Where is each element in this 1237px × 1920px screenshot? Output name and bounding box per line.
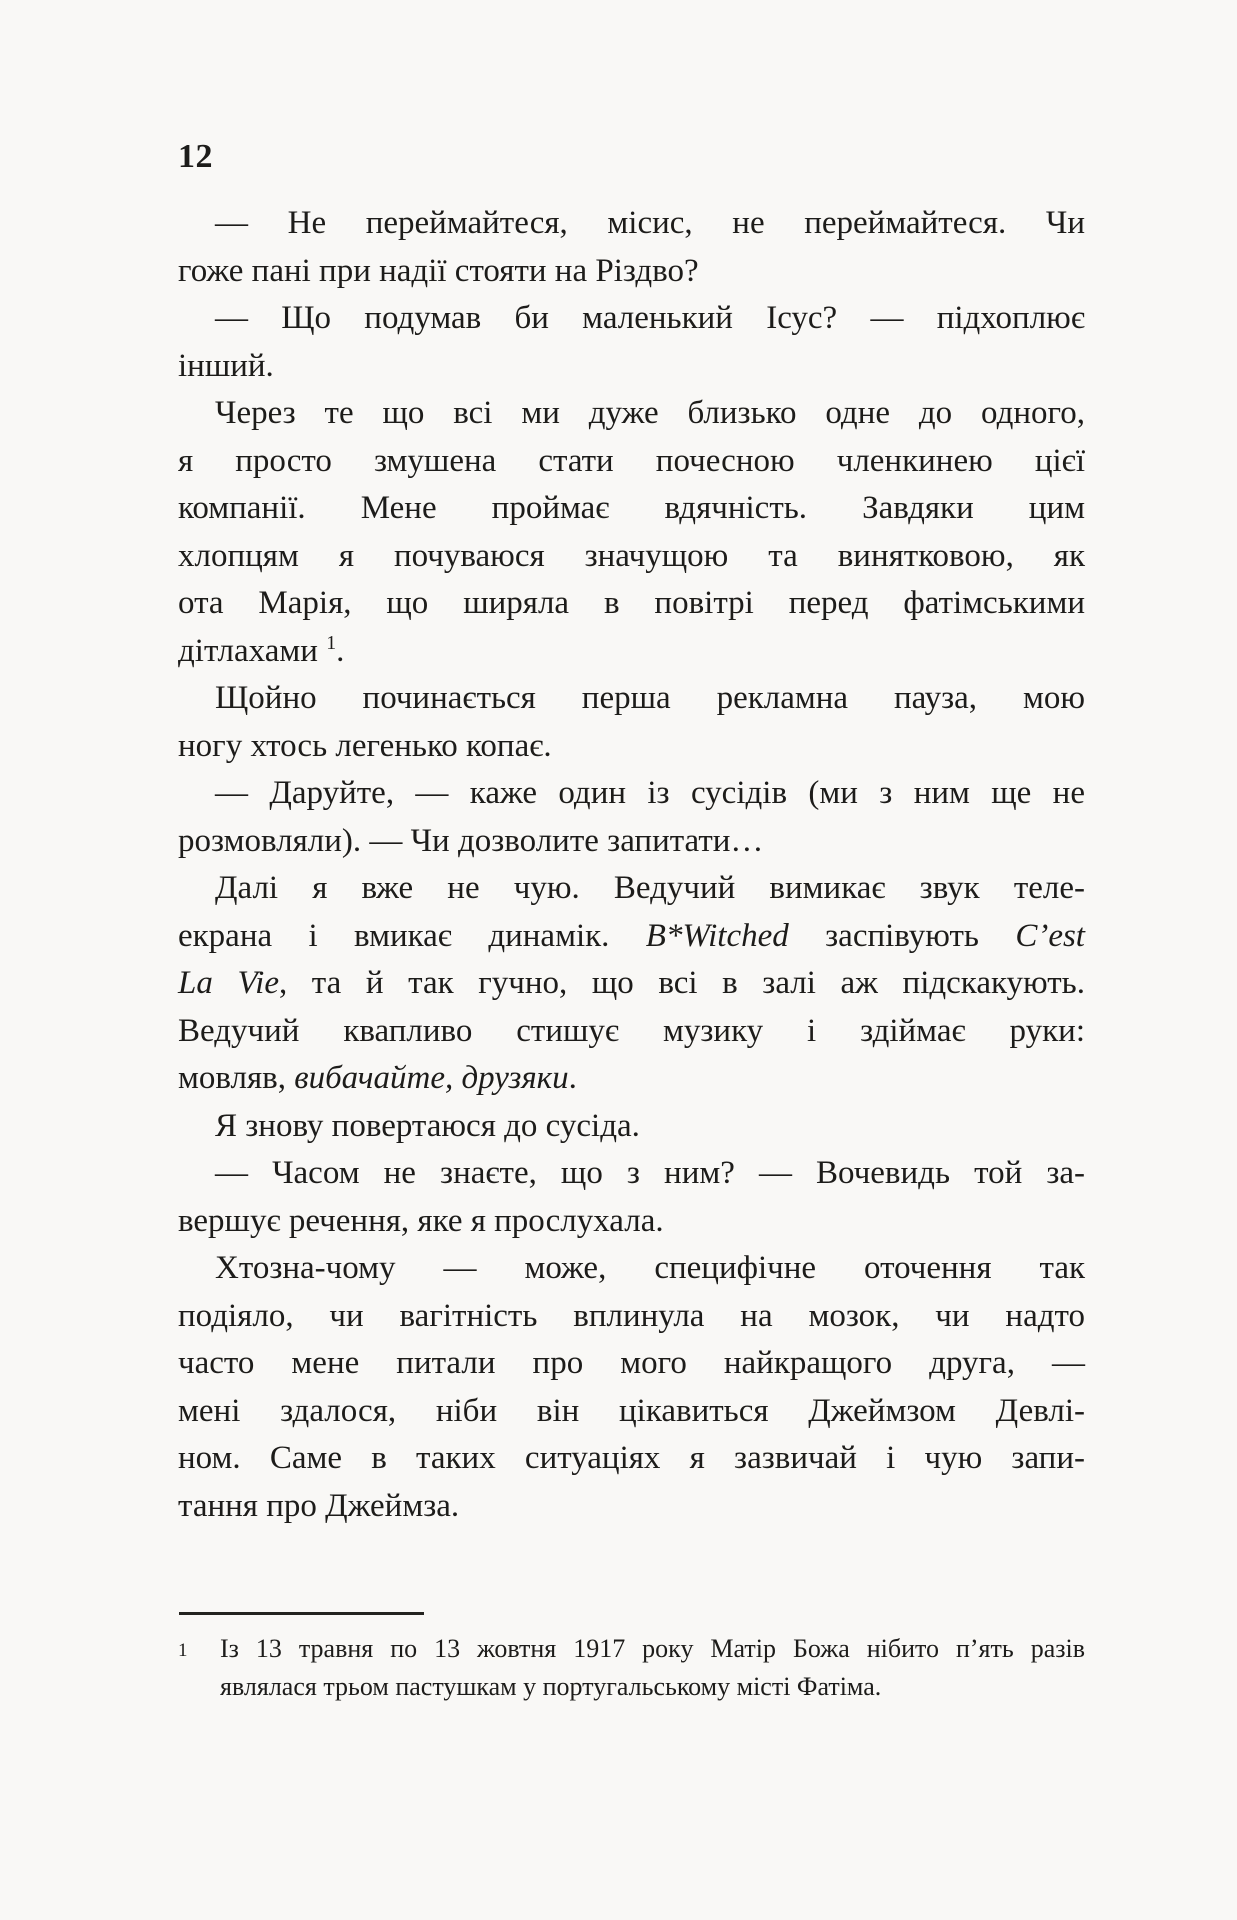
paragraph (178, 770, 1085, 865)
text-line: ногу хтось легенько копає. (178, 727, 552, 764)
paragraph (178, 675, 1085, 770)
text-line: компанії. Мене проймає вдячність. Завдяки цим (178, 490, 1085, 526)
text-line: являлася трьом пастушкам у португальському місті Фатіма. (220, 1671, 882, 1701)
text-line: гоже пані при надії стояти на Різдво? (178, 252, 699, 289)
text-line: Хтозна-чому — може, специфічне оточення так (215, 1250, 1085, 1286)
text-line: екрана і вмикає динамік. B*Witched заспівують C’est (178, 917, 1085, 954)
text-line: розмовляли). — Чи дозволите запитати… (178, 822, 764, 859)
text-line: — Даруйте, — каже один із сусідів (ми з ним ще не (215, 775, 1085, 811)
text-line: мені здалося, ніби він цікавиться Джеймзом Девлі- (178, 1392, 1085, 1429)
text-line: тання про Джеймза. (178, 1487, 460, 1524)
paragraph (178, 390, 1085, 675)
body-text (178, 200, 1085, 1530)
text-line: Із 13 травня по 13 жовтня 1917 року Матір Божа нібито п’ять разів (220, 1634, 1085, 1663)
text-line: ном. Саме в таких ситуаціях я зазвичай і чую запи- (178, 1440, 1085, 1476)
text-line: Щойно починається перша рекламна пауза, мою (215, 680, 1085, 716)
text-line: дітлахами $^1$. (178, 631, 345, 669)
footnote-text (220, 1630, 1085, 1705)
text-line: Ведучий квапливо стишує музику і здіймає руки: (178, 1012, 1085, 1049)
text-line: La Vie, та й так гучно, що всі в залі аж підскакують. (178, 965, 1085, 1001)
footnote (178, 1630, 1085, 1705)
text-line: — Що подумав би маленький Ісус? — підхоплює (215, 300, 1085, 336)
paragraph (178, 200, 1085, 295)
paragraph (178, 1150, 1085, 1245)
text-line: я просто змушена стати почесною членкинею цієї (178, 442, 1085, 479)
footnote-rule (179, 1612, 424, 1615)
text-line: вершує речення, яке я прослухала. (178, 1202, 664, 1239)
text-line: часто мене питали про мого найкращого друга, — (178, 1345, 1085, 1381)
text-line: інший. (178, 347, 274, 384)
text-line: Через те що всі ми дуже близько одне до одного, (215, 395, 1085, 431)
text-line: Далі я вже не чую. Ведучий вимикає звук теле- (215, 870, 1085, 906)
page-number: 12 (178, 138, 213, 175)
text-line: мовляв, вибачайте, друзяки. (178, 1060, 577, 1096)
text-line: Я знову повертаюся до сусіда. (215, 1107, 640, 1144)
paragraph (178, 1245, 1085, 1530)
text-line: ота Марія, що ширяла в повітрі перед фатімськими (178, 585, 1085, 621)
text-line: подіяло, чи вагітність вплинула на мозок, чи надто (178, 1297, 1085, 1334)
paragraph (178, 1103, 1085, 1151)
paragraph (178, 865, 1085, 1103)
text-line: — Часом не знаєте, що з ним? — Вочевидь той за- (215, 1155, 1085, 1191)
footnote-marker: 1 (178, 1640, 188, 1661)
paragraph (178, 295, 1085, 390)
text-line: — Не переймайтеся, місис, не переймайтеся. Чи (215, 205, 1085, 241)
text-line: хлопцям я почуваюся значущою та винятковою, як (178, 537, 1085, 574)
